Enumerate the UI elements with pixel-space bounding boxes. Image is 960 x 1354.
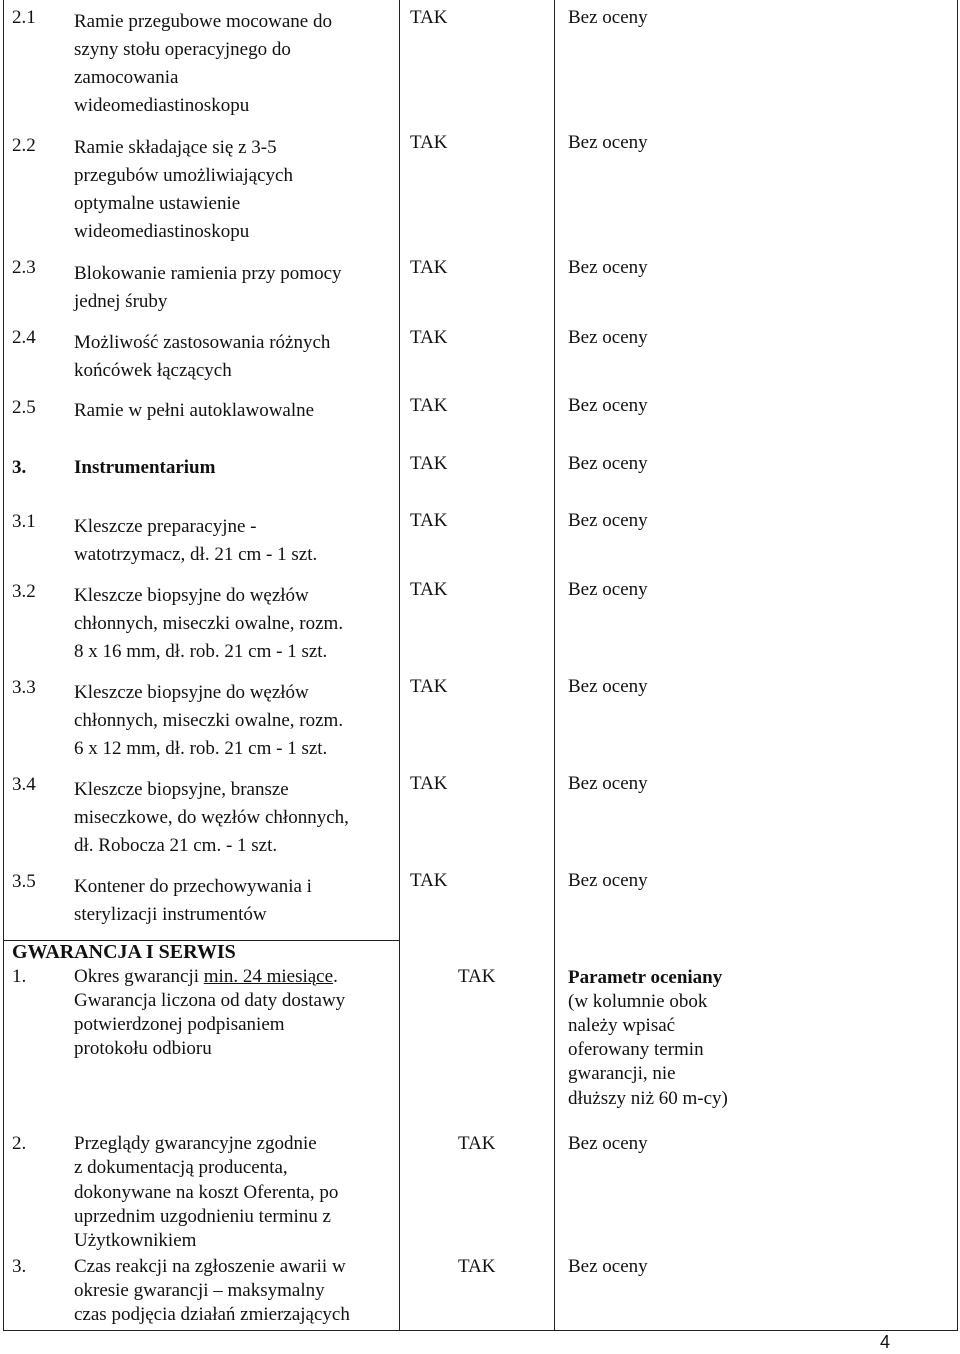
column-divider-name-value [399,0,400,1331]
evaluation-value: Bez oceny [568,327,648,348]
evaluation-value: Bez oceny [568,870,648,891]
row-number: 3. [12,1256,27,1277]
row-text-line: okresie gwarancji – maksymalny [74,1280,325,1301]
row-text-line: Ramie w pełni autoklawowalne [74,400,315,421]
row-text-line: Ramie składające się z 3-5 [74,137,277,158]
table-right-border [957,0,958,1331]
row-text-line: 6 x 12 mm, dł. rob. 21 cm - 1 szt. [74,738,328,759]
row-text-line: uprzednim uzgodnieniu terminu z [74,1206,331,1227]
row-text-line: Kontener do przechowywania i [74,876,312,897]
page-number: 4 [880,1332,891,1352]
evaluation-value: Bez oceny [568,1256,648,1277]
requirement-value: TAK [410,773,448,794]
row-number: 2.4 [12,327,36,348]
row-text-line: optymalne ustawienie [74,193,241,214]
table-left-border [3,0,4,1331]
row-number: 3.3 [12,677,36,698]
row-text-line: Kleszcze preparacyjne - [74,516,257,537]
evaluation-value: Bez oceny [568,676,648,697]
row-text-line: Gwarancja liczona od daty dostawy [74,990,346,1011]
requirement-value: TAK [458,966,496,987]
requirement-value: TAK [410,870,448,891]
warranty-section-title: GWARANCJA I SERWIS [12,941,236,963]
warranty-period-min: min. 24 miesiące [203,966,334,987]
row-text-line: dokonywane na koszt Oferenta, po [74,1182,339,1203]
row-number: 2.5 [12,397,36,418]
section-title: Instrumentarium [74,457,216,478]
row-text-line: watotrzymacz, dł. 21 cm - 1 szt. [74,544,318,565]
row-text-line: chłonnych, miseczki owalne, rozm. [74,613,344,634]
requirement-value: TAK [410,257,448,278]
row-text-line: protokołu odbioru [74,1038,212,1059]
requirement-value: TAK [410,7,448,28]
evaluation-note-line: oferowany termin [568,1039,704,1060]
evaluation-note-line: dłuższy niż 60 m-cy) [568,1088,728,1109]
row-text-line: Blokowanie ramienia przy pomocy [74,263,342,284]
row-text-line: Kleszcze biopsyjne, bransze [74,779,289,800]
row-text-line: Kleszcze biopsyjne do węzłów [74,682,309,703]
requirement-value: TAK [410,453,448,474]
row-text-line: Ramie przegubowe mocowane do [74,11,332,32]
row-number: 2. [12,1133,27,1154]
row-text-line: czas podjęcia działań zmierzających [74,1304,350,1325]
warranty-period-line [74,965,338,989]
evaluation-value: Bez oceny [568,773,648,794]
row-text-line: szyny stołu operacyjnego do [74,39,291,60]
requirement-value: TAK [410,676,448,697]
warranty-period-prefix: Okres gwarancji [74,966,204,987]
requirement-value: TAK [458,1133,496,1154]
row-number: 3.5 [12,871,36,892]
evaluation-note-line: (w kolumnie obok [568,991,708,1012]
evaluation-value: Bez oceny [568,395,648,416]
row-text-line: przegubów umożliwiających [74,165,293,186]
evaluated-parameter-label: Parametr oceniany [568,967,723,988]
row-number: 2.1 [12,7,36,28]
requirement-value: TAK [410,395,448,416]
row-text-line: 8 x 16 mm, dł. rob. 21 cm - 1 szt. [74,641,328,662]
row-number: 2.3 [12,257,36,278]
section-number: 3. [12,457,27,478]
row-text-line: Czas reakcji na zgłoszenie awarii w [74,1256,346,1277]
evaluation-value: Bez oceny [568,7,648,28]
evaluation-note-line: należy wpisać [568,1015,676,1036]
row-text-line: jednej śruby [74,291,168,312]
row-text-line: Użytkownikiem [74,1230,197,1251]
evaluation-value: Bez oceny [568,579,648,600]
row-number: 3.2 [12,581,36,602]
row-text-line: Kleszcze biopsyjne do węzłów [74,585,309,606]
row-text-line: z dokumentacją producenta, [74,1157,288,1178]
column-divider-value-eval [554,0,555,1331]
warranty-period-suffix: . [333,966,338,987]
table-bottom-border [3,1330,958,1331]
row-text-line: wideomediastinoskopu [74,95,250,116]
requirement-value: TAK [410,510,448,531]
evaluation-value: Bez oceny [568,510,648,531]
row-number: 3.1 [12,511,36,532]
evaluation-value: Bez oceny [568,132,648,153]
requirement-value: TAK [458,1256,496,1277]
row-number: 2.2 [12,135,36,156]
evaluation-value: Bez oceny [568,453,648,474]
row-text-line: Przeglądy gwarancyjne zgodnie [74,1133,317,1154]
row-text-line: Możliwość zastosowania różnych [74,332,331,353]
row-text-line: sterylizacji instrumentów [74,904,267,925]
row-text-line: miseczkowe, do węzłów chłonnych, [74,807,349,828]
row-number: 1. [12,966,27,987]
requirement-value: TAK [410,132,448,153]
row-text-line: dł. Robocza 21 cm. - 1 szt. [74,835,278,856]
evaluation-note-line: gwarancji, nie [568,1063,676,1084]
row-text-line: chłonnych, miseczki owalne, rozm. [74,710,344,731]
row-text-line: końcówek łączących [74,360,232,381]
row-number: 3.4 [12,774,36,795]
requirement-value: TAK [410,579,448,600]
evaluation-value: Bez oceny [568,257,648,278]
row-text-line: zamocowania [74,67,179,88]
requirement-value: TAK [410,327,448,348]
row-text-line: wideomediastinoskopu [74,221,250,242]
evaluation-value: Bez oceny [568,1133,648,1154]
row-text-line: potwierdzonej podpisaniem [74,1014,285,1035]
